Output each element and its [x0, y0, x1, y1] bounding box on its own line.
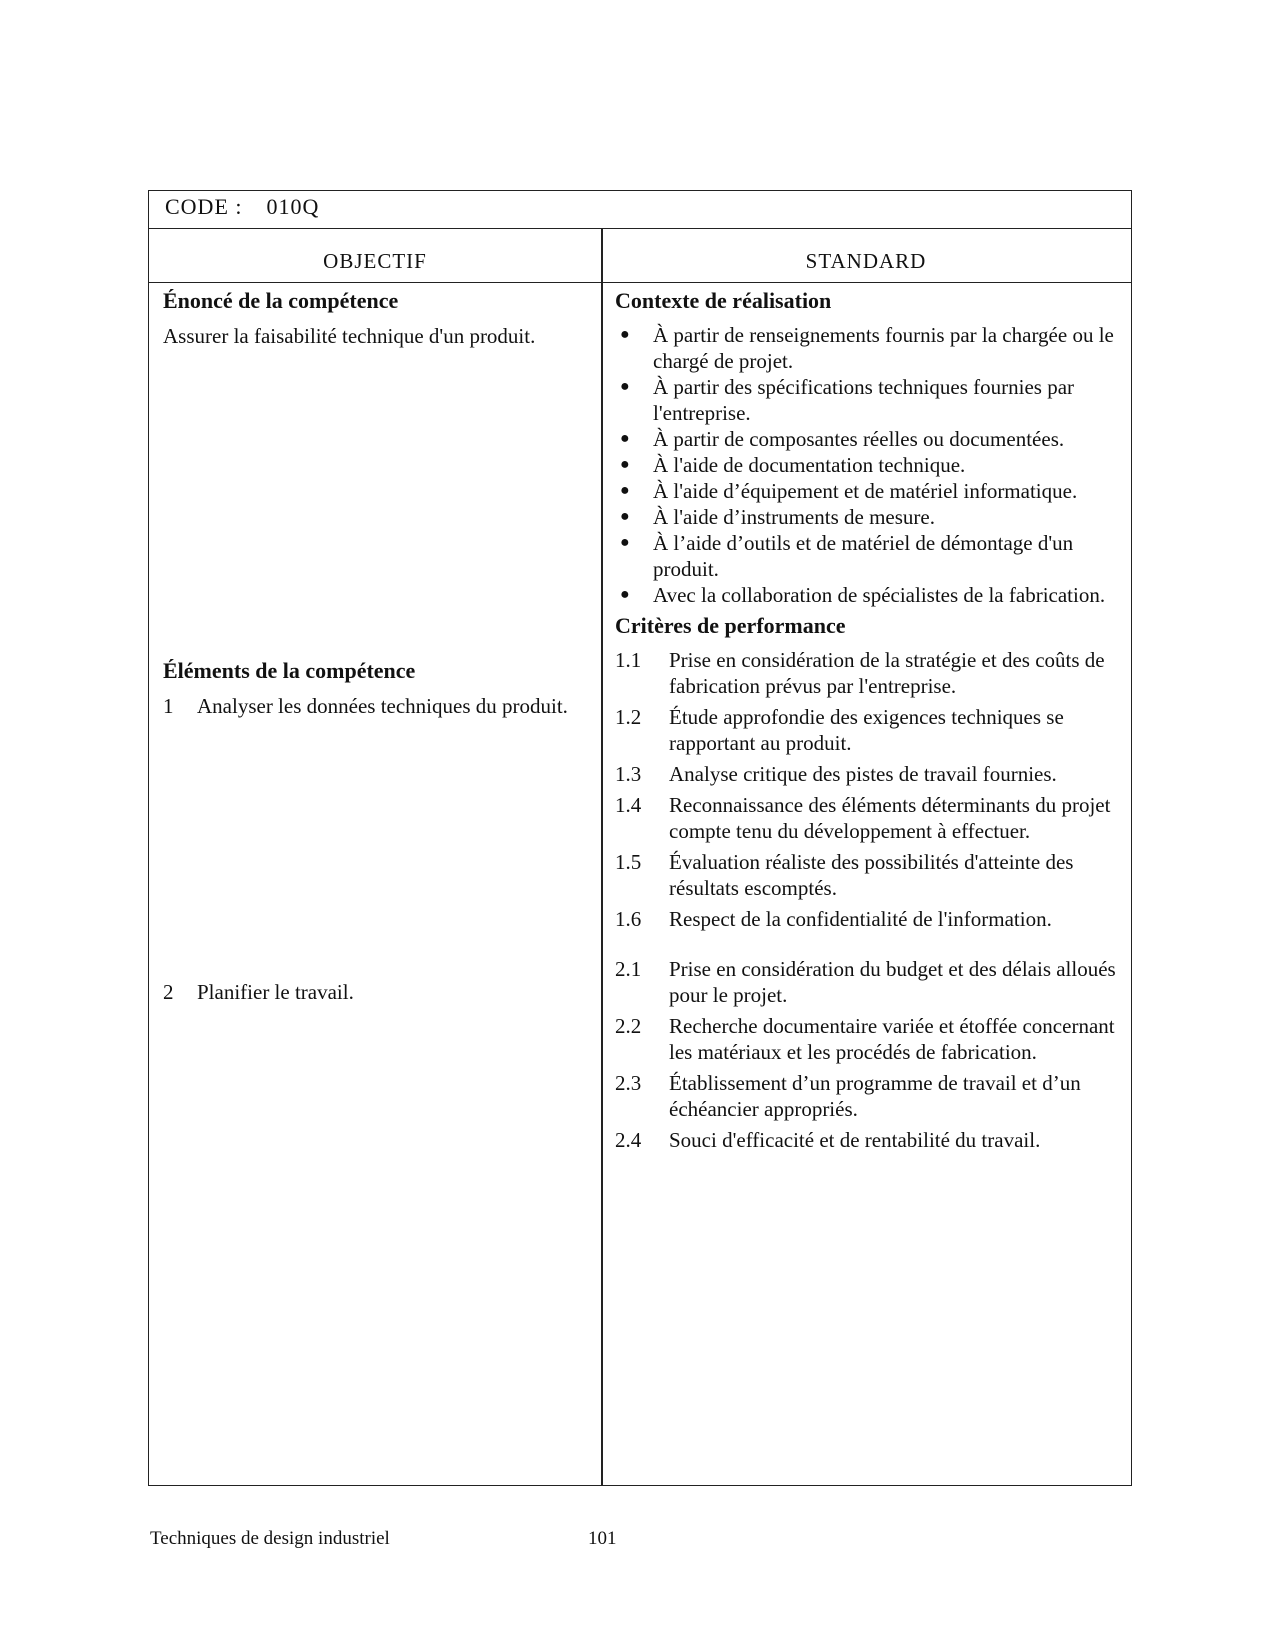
- criterion-number: 2.2: [615, 1014, 642, 1038]
- bullet-icon: ●: [620, 326, 630, 343]
- criterion-number: 1.6: [615, 907, 642, 931]
- page-number: 101: [588, 1528, 617, 1549]
- criterion-number: 1.1: [615, 648, 642, 672]
- bullet-icon: ●: [620, 586, 630, 603]
- enonce-text: Assurer la faisabilité technique d'un produit.: [163, 324, 536, 348]
- criterion-item: [615, 849, 1120, 901]
- criterion-text: Étude approfondie des exigences techniques se rapportant au produit.: [669, 705, 1064, 755]
- criterion-number: 1.4: [615, 793, 642, 817]
- criterion-item: [615, 1070, 1120, 1122]
- criterion-number: 2.4: [615, 1128, 642, 1152]
- standard-column: [615, 287, 1120, 1158]
- bullet-icon: ●: [620, 430, 630, 447]
- criterion-item: [615, 1127, 1120, 1153]
- list-item: ● À partir des spécifications techniques fournies par l'entreprise.: [620, 375, 1075, 425]
- contexte-title: Contexte de réalisation: [615, 288, 832, 313]
- criterion-item: [615, 704, 1120, 756]
- list-item: ● À l'aide d’instruments de mesure.: [620, 505, 935, 529]
- contexte-list: [615, 322, 1120, 608]
- bullet-icon: ●: [620, 482, 630, 499]
- list-item: ● À partir de composantes réelles ou documentées.: [620, 427, 1065, 451]
- element-number: 1: [163, 694, 174, 718]
- criterion-item: [615, 761, 1120, 787]
- criterion-number: 1.3: [615, 762, 642, 786]
- element-item: [163, 979, 583, 1005]
- code-row: [149, 191, 1131, 229]
- footer-title: Techniques de design industriel: [150, 1528, 390, 1549]
- bullet-icon: ●: [620, 534, 630, 551]
- criterion-text: Évaluation réaliste des possibilités d'atteinte des résultats escomptés.: [669, 850, 1074, 900]
- list-item: ● À l’aide d’outils et de matériel de démontage d'un produit.: [620, 531, 1074, 581]
- criterion-text: Prise en considération de la stratégie et des coûts de fabrication prévus par l'entreprise.: [669, 648, 1105, 698]
- objectif-column: [163, 287, 583, 1005]
- code-label: CODE :: [165, 194, 243, 219]
- list-item: ● Avec la collaboration de spécialistes de la fabrication.: [620, 583, 1106, 607]
- competency-table: [148, 190, 1132, 1486]
- criterion-item: [615, 1013, 1120, 1065]
- header-objectif: OBJECTIF: [323, 249, 427, 273]
- bullet-icon: ●: [620, 508, 630, 525]
- criteres-group-2: [615, 956, 1120, 1153]
- bullet-icon: ●: [620, 456, 630, 473]
- criterion-text: Analyse critique des pistes de travail fournies.: [669, 762, 1057, 786]
- column-divider: [601, 229, 603, 1485]
- criterion-item: [615, 956, 1120, 1008]
- elements-title: Éléments de la compétence: [163, 658, 416, 683]
- criterion-number: 2.1: [615, 957, 642, 981]
- element-number: 2: [163, 980, 174, 1004]
- criterion-text: Recherche documentaire variée et étoffée concernant les matériaux et les procédés de fabrication.: [669, 1014, 1115, 1064]
- criterion-item: [615, 647, 1120, 699]
- element-item: [163, 693, 583, 719]
- list-item: ● À l'aide de documentation technique.: [620, 453, 966, 477]
- element-text: Analyser les données techniques du produit.: [197, 694, 568, 718]
- criterion-text: Respect de la confidentialité de l'information.: [669, 907, 1052, 931]
- header-row: [149, 229, 1131, 283]
- criteres-title: Critères de performance: [615, 613, 846, 638]
- code-value: 010Q: [266, 194, 320, 219]
- criterion-number: 2.3: [615, 1071, 642, 1095]
- list-item: ● À partir de renseignements fournis par la chargée ou le chargé de projet.: [620, 323, 1114, 373]
- criterion-text: Souci d'efficacité et de rentabilité du travail.: [669, 1128, 1041, 1152]
- criterion-text: Reconnaissance des éléments déterminants du projet compte tenu du développement à effectuer.: [669, 793, 1111, 843]
- bullet-icon: ●: [620, 378, 630, 395]
- criterion-number: 1.5: [615, 850, 642, 874]
- criterion-text: Prise en considération du budget et des délais alloués pour le projet.: [669, 957, 1116, 1007]
- header-standard: STANDARD: [805, 249, 927, 273]
- criteres-group-1: [615, 647, 1120, 932]
- criterion-item: [615, 906, 1120, 932]
- criterion-text: Établissement d’un programme de travail et d’un échéancier appropriés.: [669, 1071, 1081, 1121]
- criterion-number: 1.2: [615, 705, 642, 729]
- criterion-item: [615, 792, 1120, 844]
- list-item: ● À l'aide d’équipement et de matériel informatique.: [620, 479, 1078, 503]
- element-text: Planifier le travail.: [197, 980, 354, 1004]
- enonce-title: Énoncé de la compétence: [163, 288, 399, 313]
